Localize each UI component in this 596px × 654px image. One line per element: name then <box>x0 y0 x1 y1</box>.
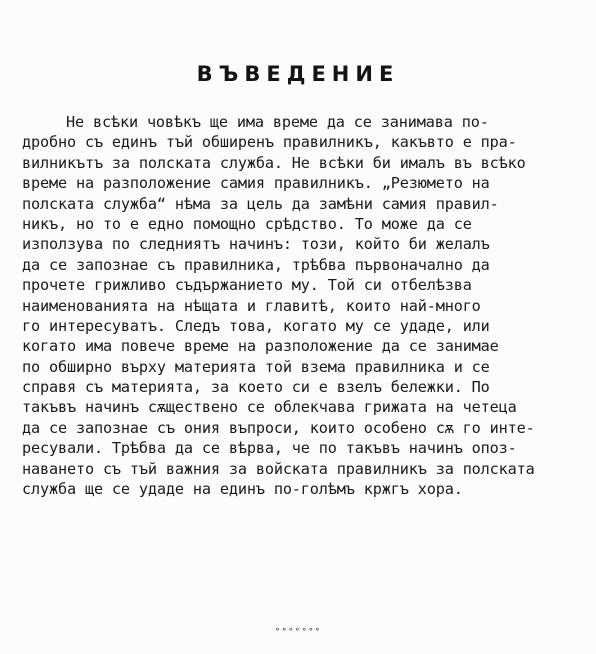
text-line: когато има повече време на разположение да се занимае <box>22 337 499 356</box>
text-line: вилникътъ за полската служба. Не всѣки би ималъ въ всѣко <box>22 153 526 172</box>
text-line: да се запознае съ правилника, трѣбва първоначално да <box>22 255 490 274</box>
text-line: прочете грижливо съдържанието му. Той си отбелѣзва <box>22 276 472 295</box>
page-title: ВЪВЕДЕНИЕ <box>196 62 400 86</box>
text-line: го интересуватъ. Следъ това, когато му се удаде, или <box>22 316 490 335</box>
text-line: наименованията на нѣщата и главитѣ, които най-много <box>22 296 481 315</box>
text-line: такъвъ начинъ сѫществено се облекчава грижата на четеца <box>22 398 517 417</box>
text-line: време на разположение самия правилникъ. „Резюмето на <box>22 174 490 193</box>
introduction-paragraph <box>22 112 578 499</box>
text-line: служба ще се удаде на единъ по-голѣмъ кржгъ хора. <box>22 480 463 499</box>
text-line: полската служба“ нѣма за цель да замѣни самия правил- <box>22 194 499 213</box>
text-line: никъ, но то е едно помощно срѣдство. То може да се <box>22 214 472 233</box>
text-line: справя съ материята, за което си е взелъ бележки. По <box>22 378 490 397</box>
text-line: наването съ тъй важния за войската правилникъ за полската <box>22 459 535 478</box>
text-line: да се запознае съ ония въпроси, които особено сѫ го инте- <box>22 418 535 437</box>
text-line: дробно съ единъ тъй обширенъ правилникъ, какъвто е пра- <box>22 133 517 152</box>
ornament-divider: ∘∘∘∘∘∘∘ <box>274 625 322 635</box>
text-line: по обширно върху материята той взема правилника и се <box>22 357 490 376</box>
text-line: използува по следниятъ начинъ: този, който би желалъ <box>22 235 490 254</box>
text-line: Не всѣки човѣкъ ще има време да се занимава по- <box>66 113 489 131</box>
text-line: ресували. Трѣбва да се вѣрва, че по такъвъ начинъ опоз- <box>22 439 517 458</box>
